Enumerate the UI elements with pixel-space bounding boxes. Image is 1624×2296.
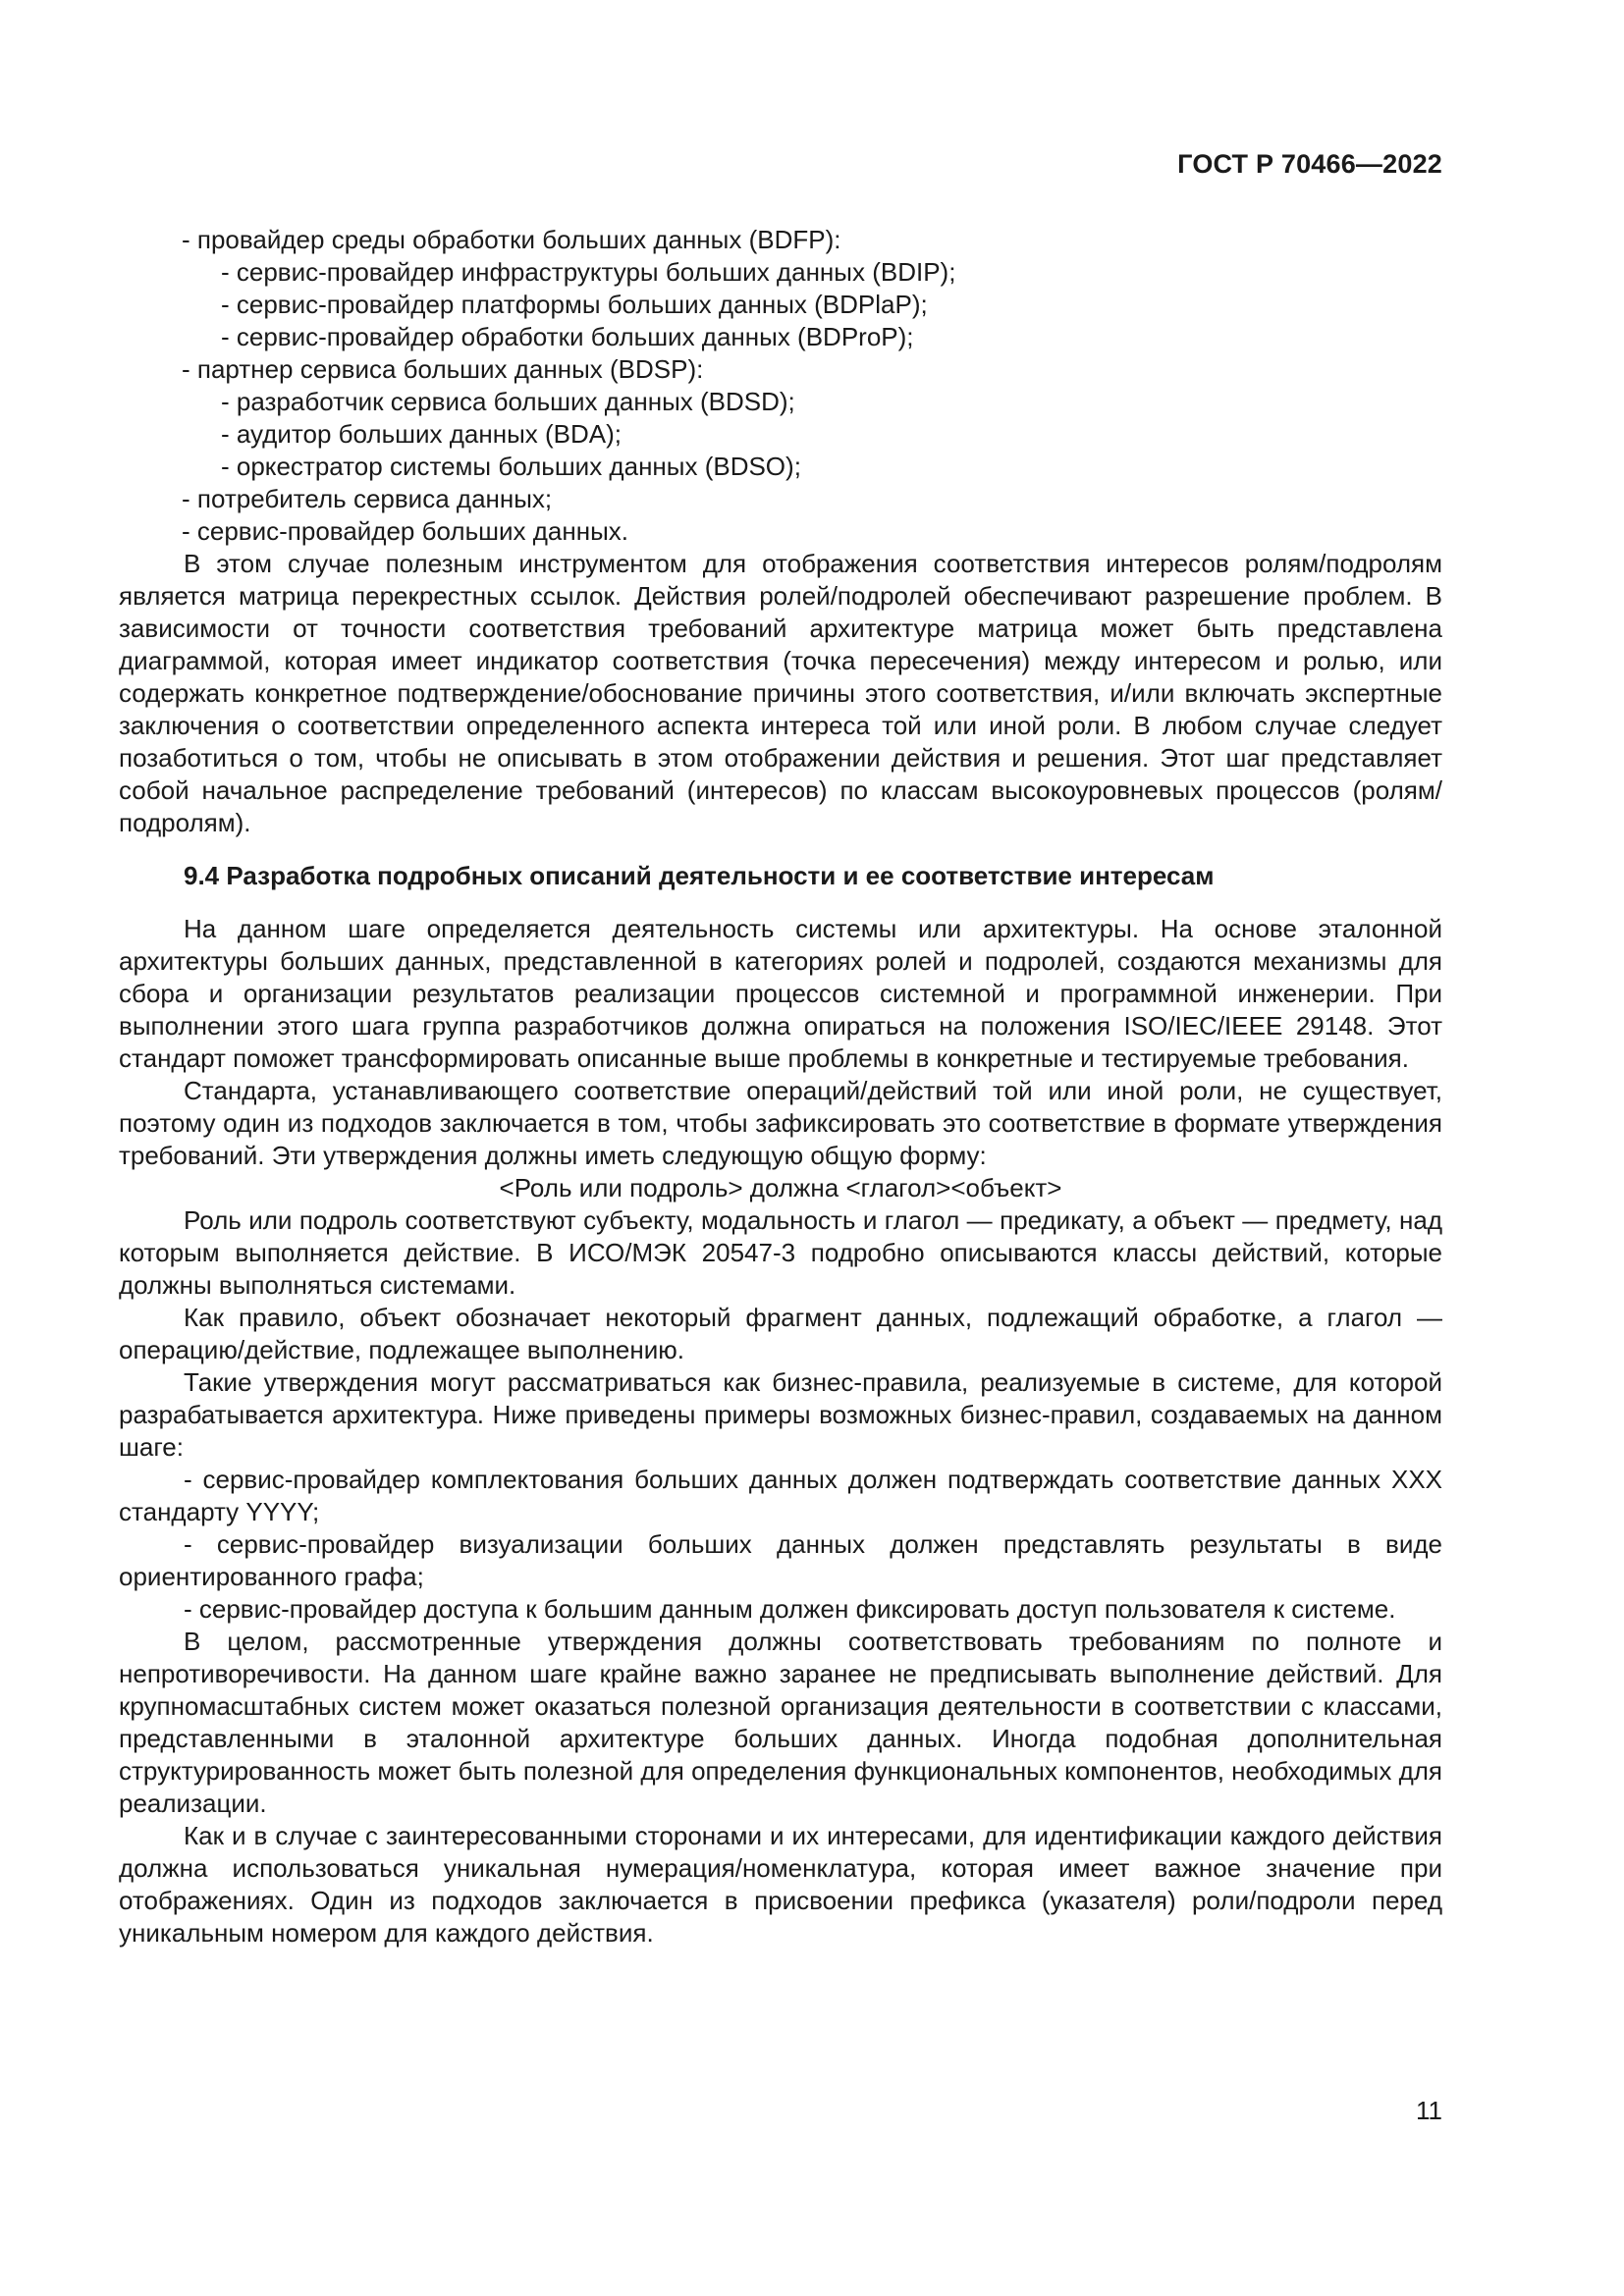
paragraph-matrix: В этом случае полезным инструментом для отображения соответствия интересов ролям/подролям является матрица перекрестных ссылок. Действия ролей/подролей обеспечивают разрешение проблем. В зависимости от точности соответствия требований архитектуре матрица может быть представлена диаграммой, которая имеет индикатор соответствия (точка пересечения) между интересом и ролью, или содержать конкретное подтверждение/обоснование причины этого соответствия, и/или включать экспертные заключения о соответствии определенного аспекта интереса той или иной роли. В любом случае следует позаботиться о том, чтобы не описывать в этом отображении действия и решения. Этот шаг представляет собой начальное распределение требований (интересов) по классам высокоуровневых процессов (ролям/подролям). xyxy=(119,549,1442,837)
list-item: - сервис-провайдер больших данных. xyxy=(182,516,628,546)
list-item: - оркестратор системы больших данных (BDSO); xyxy=(221,452,801,481)
list-item: - провайдер среды обработки больших данных (BDFP): xyxy=(182,225,841,254)
business-rule-2: - сервис-провайдер визуализации больших данных должен представлять результаты в виде ориентированного графа; xyxy=(119,1529,1442,1591)
paragraph-standard: Стандарта, устанавливающего соответствие операций/действий той или иной роли, не существует, поэтому один из подходов заключается в том, чтобы зафиксировать это соответствие в формате утверждения требований. Эти утверждения должны иметь следующую общую форму: xyxy=(119,1076,1442,1170)
business-rule-3: - сервис-провайдер доступа к большим данным должен фиксировать доступ пользователя к системе. xyxy=(184,1594,1396,1624)
business-rule-1: - сервис-провайдер комплектования больших данных должен подтверждать соответствие данных XXX стандарту YYYY; xyxy=(119,1465,1442,1526)
list-item: - партнер сервиса больших данных (BDSP): xyxy=(182,354,704,384)
list-item: - сервис-провайдер платформы больших данных (BDPlaP); xyxy=(221,290,928,319)
paragraph-general: В целом, рассмотренные утверждения должны соответствовать требованиям по полноте и непротиворечивости. На данном шаге крайне важно заранее не предписывать выполнение действий. Для крупномасштабных систем может оказаться полезной организация деятельности в соответствии с классами, представленными в эталонной архитектуре больших данных. Иногда подобная дополнительная структурированность может быть полезной для определения функциональных компонентов, необходимых для реализации. xyxy=(119,1627,1442,1818)
section-heading: 9.4 Разработка подробных описаний деятельности и ее соответствие интересам xyxy=(184,861,1215,890)
paragraph-object: Как правило, объект обозначает некоторый фрагмент данных, подлежащий обработке, а глагол — операцию/действие, подлежащее выполнению. xyxy=(119,1303,1442,1364)
document-header: ГОСТ Р 70466—2022 xyxy=(1177,149,1442,179)
list-item: - разработчик сервиса больших данных (BDSD); xyxy=(221,387,795,416)
list-item: - аудитор больших данных (BDA); xyxy=(221,419,623,449)
roles-list xyxy=(119,224,1442,548)
requirement-formula: <Роль или подроль> должна <глагол><объект> xyxy=(499,1173,1062,1202)
list-item: - потребитель сервиса данных; xyxy=(182,484,553,513)
paragraph-business-rules: Такие утверждения могут рассматриваться как бизнес-правила, реализуемые в системе, для которой разрабатывается архитектура. Ниже приведены примеры возможных бизнес-правил, создаваемых на данном шаге: xyxy=(119,1367,1442,1462)
page-content xyxy=(119,224,1442,1949)
paragraph-step: На данном шаге определяется деятельность системы или архитектуры. На основе эталонной архитектуры больших данных, представленной в категориях ролей и подролей, создаются механизмы для сбора и организации результатов реализации процессов системной и программной инженерии. При выполнении этого шага группа разработчиков должна опираться на положения ISO/IEC/IEEE 29148. Этот стандарт поможет трансформировать описанные выше проблемы в конкретные и тестируемые требования. xyxy=(119,914,1442,1073)
paragraph-numbering: Как и в случае с заинтересованными сторонами и их интересами, для идентификации каждого действия должна использоваться уникальная нумерация/номенклатура, которая имеет важное значение при отображениях. Один из подходов заключается в присвоении префикса (указателя) роли/подроли перед уникальным номером для каждого действия. xyxy=(119,1821,1442,1948)
list-item: - сервис-провайдер инфраструктуры больших данных (BDIP); xyxy=(221,257,956,287)
list-item: - сервис-провайдер обработки больших данных (BDProP); xyxy=(221,322,914,351)
paragraph-role: Роль или подроль соответствуют субъекту, модальность и глагол — предикату, а объект — предмету, над которым выполняется действие. В ИСО/МЭК 20547-3 подробно описываются классы действий, которые должны выполняться системами. xyxy=(119,1205,1442,1300)
page-number: 11 xyxy=(1416,2096,1442,2125)
